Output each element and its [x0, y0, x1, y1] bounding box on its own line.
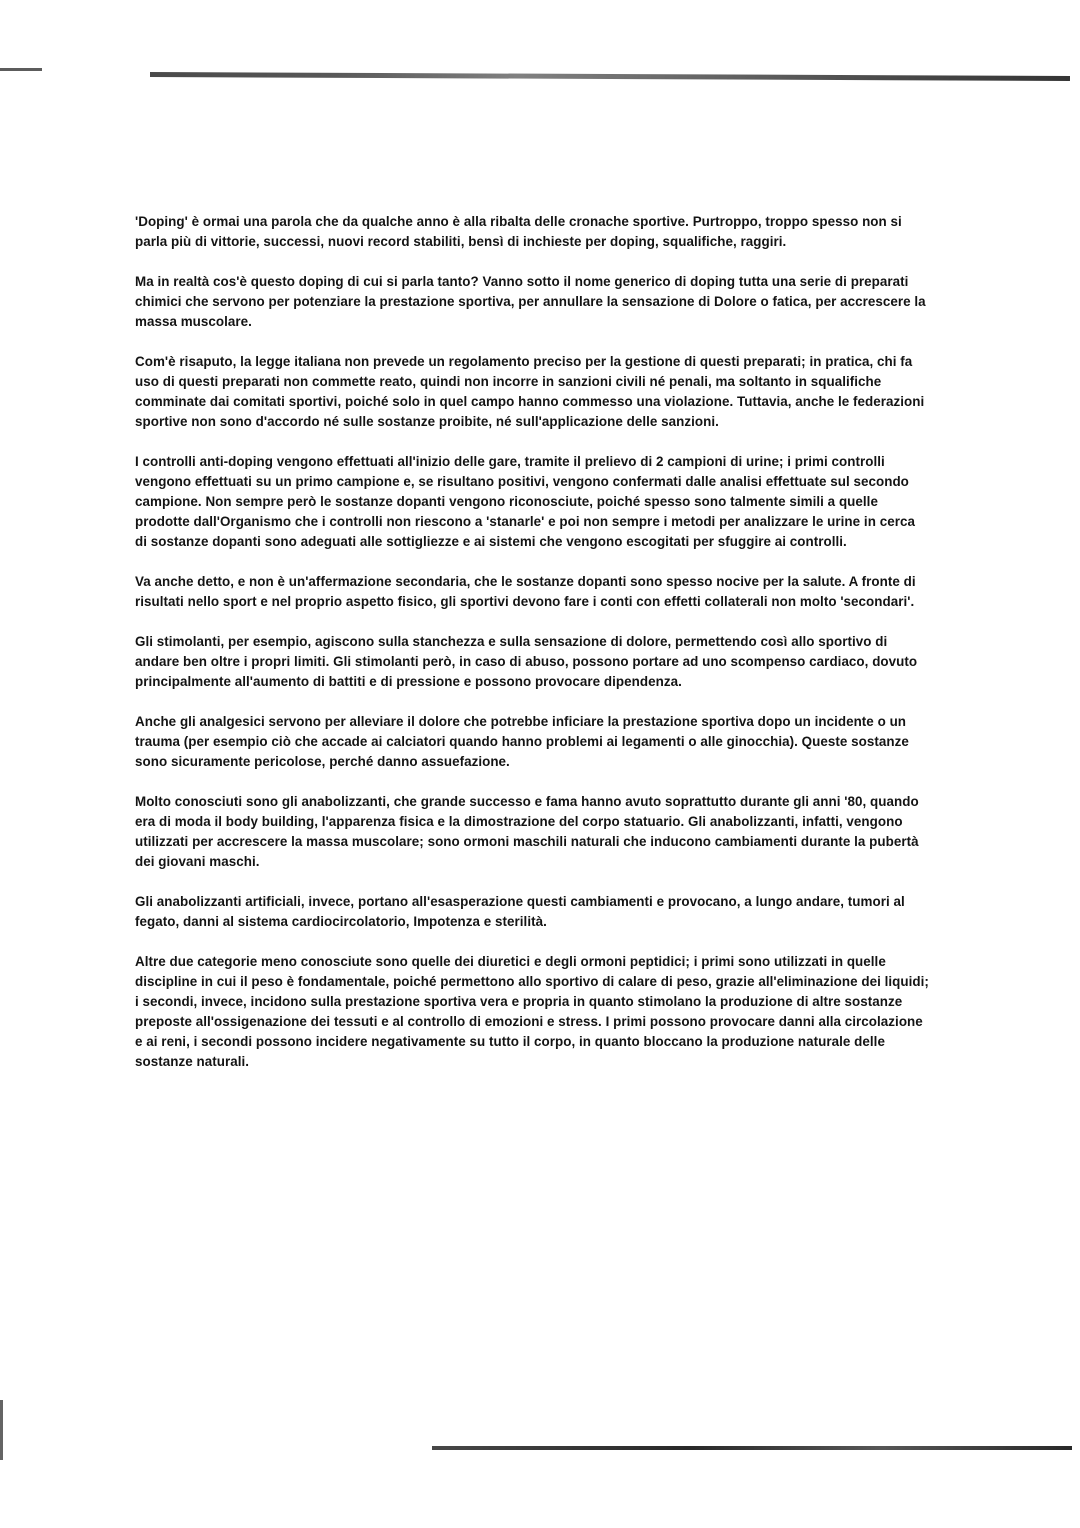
scan-artifact-left-edge [0, 1400, 3, 1460]
paragraph-stimulants: Gli stimolanti, per esempio, agiscono sulla stanchezza e sulla sensazione di dolore, permettendo così allo sportivo di andare ben oltre i propri limiti. Gli stimolanti però, in caso di abuso, possono portare ad uno scompenso cardiaco, dovuto principalmente all'aumento di battiti e di pressione e possono provocare dipendenza. [135, 634, 918, 689]
scan-artifact-bottom [432, 1446, 1072, 1450]
paragraph-controls: I controlli anti-doping vengono effettuati all'inizio delle gare, tramite il prelievo di 2 campioni di urine; i primi controlli vengono effettuati su un primo campione e, se risultano positivi, vengono confermati dalle analisi effettuate sul secondo campione. Non sempre però le sostanze dopanti vengono riconosciute, poiché spesso sono talmente simili a quelle prodotte dall'Organismo che i controlli non riescono a 'stanarle' e poi non sempre i metodi per analizzare le urine in cerca di sostanze dopanti sono adeguati alle sottigliezze e ai sistemi che vengono escogitati per sfuggire ai controlli. [135, 454, 915, 549]
paragraph-analgesics: Anche gli analgesici servono per alleviare il dolore che potrebbe inficiare la prestazione sportiva dopo un incidente o un trauma (per esempio ciò che accade ai calciatori quando hanno problemi ai legamenti o alle ginocchia). Queste sostanze sono sicuramente pericolose, perché danno assuefazione. [135, 714, 909, 769]
paragraph-law: Com'è risaputo, la legge italiana non prevede un regolamento preciso per la gestione di questi preparati; in pratica, chi fa uso di questi preparati non commette reato, quindi non incorre in sanzioni civili né penali, ma soltanto in squalifiche comminate dai comitati sportivi, poiché solo in quel campo hanno commesso una violazione. Tuttavia, anche le federazioni sportive non sono d'accordo né sulle sostanze proibite, né sull'applicazione delle sanzioni. [135, 354, 925, 429]
document-body [135, 212, 930, 1092]
paragraph-anabolics: Molto conosciuti sono gli anabolizzanti, che grande successo e fama hanno avuto soprattutto durante gli anni '80, quando era di moda il body building, l'apparenza fisica e la dimostrazione del corpo statuario. Gli anabolizzanti, infatti, vengono utilizzati per accrescere la massa muscolare; sono ormoni maschili naturali che inducono cambiamenti durante la pubertà dei giovani maschi. [135, 794, 919, 869]
scan-artifact-top-left [0, 68, 42, 71]
paragraph-intro: 'Doping' è ormai una parola che da qualche anno è alla ribalta delle cronache sportive. Purtroppo, troppo spesso non si parla più di vittorie, successi, nuovi record stabiliti, bensì di inchieste per doping, squalifiche, raggiri. [135, 214, 902, 249]
paragraph-artificial-anabolics: Gli anabolizzanti artificiali, invece, portano all'esasperazione questi cambiamenti e provocano, a lungo andare, tumori al fegato, danni al sistema cardiocircolatorio, Impotenza e sterilità. [135, 894, 905, 929]
paragraph-definition: Ma in realtà cos'è questo doping di cui si parla tanto? Vanno sotto il nome generico di doping tutta una serie di preparati chimici che servono per potenziare la prestazione sportiva, per annullare la sensazione di Dolore o fatica, per accrescere la massa muscolare. [135, 274, 926, 329]
paragraph-health: Va anche detto, e non è un'affermazione secondaria, che le sostanze dopanti sono spesso nocive per la salute. A fronte di risultati nello sport e nel proprio aspetto fisico, gli sportivi devono fare i conti con effetti collaterali non molto 'secondari'. [135, 574, 916, 609]
paragraph-diuretics-peptides: Altre due categorie meno conosciute sono quelle dei diuretici e degli ormoni peptidici; i primi sono utilizzati in quelle discipline in cui il peso è fondamentale, poiché permettono allo sportivo di calare di peso, grazie all'eliminazione dei liquidi; i secondi, invece, incidono sulla prestazione sportiva vera e propria in quanto stimolano la produzione di altre sostanze preposte all'ossigenazione dei tessuti e al controllo di emozioni e stress. I primi possono provocare danni alla circolazione e ai reni, i secondi possono incidere negativamente su tutto il corpo, in quanto bloccano la produzione naturale delle sostanze naturali. [135, 954, 929, 1069]
scan-artifact-top [150, 72, 1070, 81]
